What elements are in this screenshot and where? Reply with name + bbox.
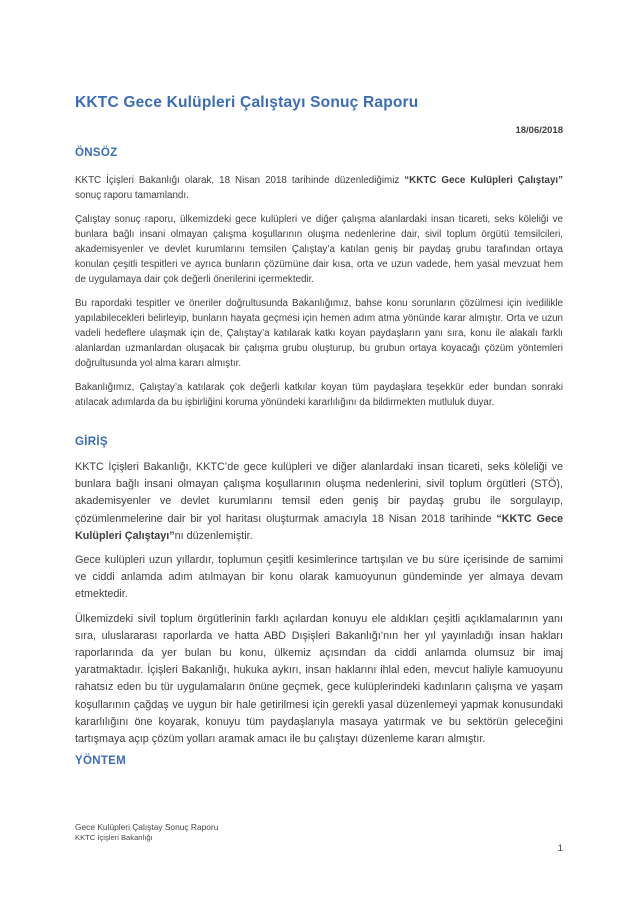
section-yontem bbox=[75, 755, 563, 767]
paragraph-onsoz-2: Çalıştay sonuç raporu, ülkemizdeki gece kulüpleri ve diğer çalışma alanlardaki insan ticareti, seks köleliği ve bunlara bağlı insani olmayan çalışma koşullarının oluşma nedenlerine dair, sivil toplum örgütü temsilcileri, akademisyenler ve devlet kurumlarını temsilen Çalıştay’a katılan geniş bir paydaş grubu tarafından ortaya konulan çeşitli tespitleri ve ayrıca bunların çözümüne dair kısa, orta ve uzun vadede, hem yasal mevzuat hem de uygulamaya dair çok değerli önerilerini içermektedir. bbox=[75, 214, 563, 285]
document-date: 18/06/2018 bbox=[515, 125, 563, 136]
paragraph-run-bold: “KKTC Gece Kulüpleri Çalıştayı” bbox=[75, 512, 563, 542]
paragraph-onsoz-1 bbox=[75, 173, 563, 203]
paragraph-run: sonuç raporu tamamlandı. bbox=[75, 190, 189, 201]
section-heading-onsoz: ÖNSÖZ bbox=[75, 147, 118, 159]
page-footer bbox=[75, 822, 218, 843]
paragraph-run: KKTC İçişleri Bakanlığı, KKTC’de gece kulüpleri ve diğer alanlardaki insan ticareti, seks köleliği ve bunlara bağlı insani olmayan çalışma koşullarının oluşma nedenlerini, sivil toplum örgütleri (STÖ), akademisyenler ve devlet kurumlarını temsil eden geniş bir paydaş grubu ile sorgulayıp, çözümlenmelerine dair bir yol haritası oluşturmak amacıyla 18 Nisan 2018 tarihinde bbox=[75, 461, 563, 525]
paragraph-run: nı düzenlemiştir. bbox=[174, 529, 253, 542]
section-heading-yontem: YÖNTEM bbox=[75, 755, 126, 768]
paragraph-giris-3: Ülkemizdeki sivil toplum örgütlerinin farklı açılardan konuyu ele aldıkları çeşitli açıklamalarının yanı sıra, uluslararası raporlarda ve hatta ABD Dışişleri Bakanlığı’nın her yıl yayınladığı insan hakları raporlarında da yer bulan bu konu, ülkemiz açısından da ciddi anlamda olumsuz bir imaj yaratmaktadır. İçişleri Bakanlığı, hukuka aykırı, insan haklarını ihlal eden, mevcut haliyle kamuoyunu rahatsız eden bu tür uygulamaların önüne geçmek, gece kulüplerindeki kadınların çalışma ve yaşam koşullarının çağdaş ve uygun bir hale getirilmesi için gerekli yasal düzenlemeyi yapmak konusundaki kararlılığını öne koyarak, konuyu tüm paydaşlarıyla masaya yatırmak ve bu sektörün geleceğini tartışmaya açıp çözüm yolları aramak amacı ile bu çalıştayı düzenleme kararı almıştır. bbox=[75, 612, 563, 746]
paragraph-run: KKTC İçişleri Bakanlığı olarak, 18 Nisan 2018 tarihinde düzenlediğimiz bbox=[75, 175, 405, 186]
document-title: KKTC Gece Kulüpleri Çalıştayı Sonuç Raporu bbox=[75, 94, 419, 111]
paragraph-giris-2: Gece kulüpleri uzun yıllardır, toplumun çeşitli kesimlerince tartışılan ve bu süre içerisinde de samimi ve ciddi anlamda adım atılmayan bir konu olarak kamuoyunun gündeminde yer almaya devam etmektedir. bbox=[75, 554, 563, 601]
footer-ministry-name: KKTC İçişleri Bakanlığı bbox=[75, 833, 153, 842]
paragraph-run-bold: “KKTC Gece Kulüpleri Çalıştayı” bbox=[404, 175, 564, 186]
paragraph-giris-1 bbox=[75, 459, 563, 545]
section-giris bbox=[75, 436, 563, 748]
section-onsoz bbox=[75, 147, 563, 410]
paragraph-onsoz-4: Bakanlığımız, Çalıştay’a katılarak çok değerli katkılar koyan tüm paydaşlara teşekkür eder bundan sonraki atılacak adımlarda da bu işbirliğini koruma yönündeki kararlılığını da bildirmekten mutluluk duyar. bbox=[75, 382, 563, 408]
footer-report-title: Gece Kulüpleri Çalıştay Sonuç Raporu bbox=[75, 822, 219, 832]
page-number: 1 bbox=[557, 843, 563, 854]
section-heading-giris: GİRİŞ bbox=[75, 436, 108, 448]
paragraph-onsoz-3: Bu rapordaki tespitler ve öneriler doğrultusunda Bakanlığımız, bahse konu sorunların çözülmesi için ivedilikle yapılabilecekleri belirleyip, bunların hayata geçmesi için hemen adım atma yönünde karar almıştır. Orta ve uzun vadeli hedeflere ulaşmak için de, Çalıştay’a katılarak katkı koyan paydaşların yanı sıra, konu ile alakalı farklı alanlardan uzmanlardan oluşacak bir çalışma grubu oluşturup, bu grubun ortaya koyacağı çözüm yöntemleri doğrultusunda yol alma kararı almıştır. bbox=[75, 298, 563, 369]
